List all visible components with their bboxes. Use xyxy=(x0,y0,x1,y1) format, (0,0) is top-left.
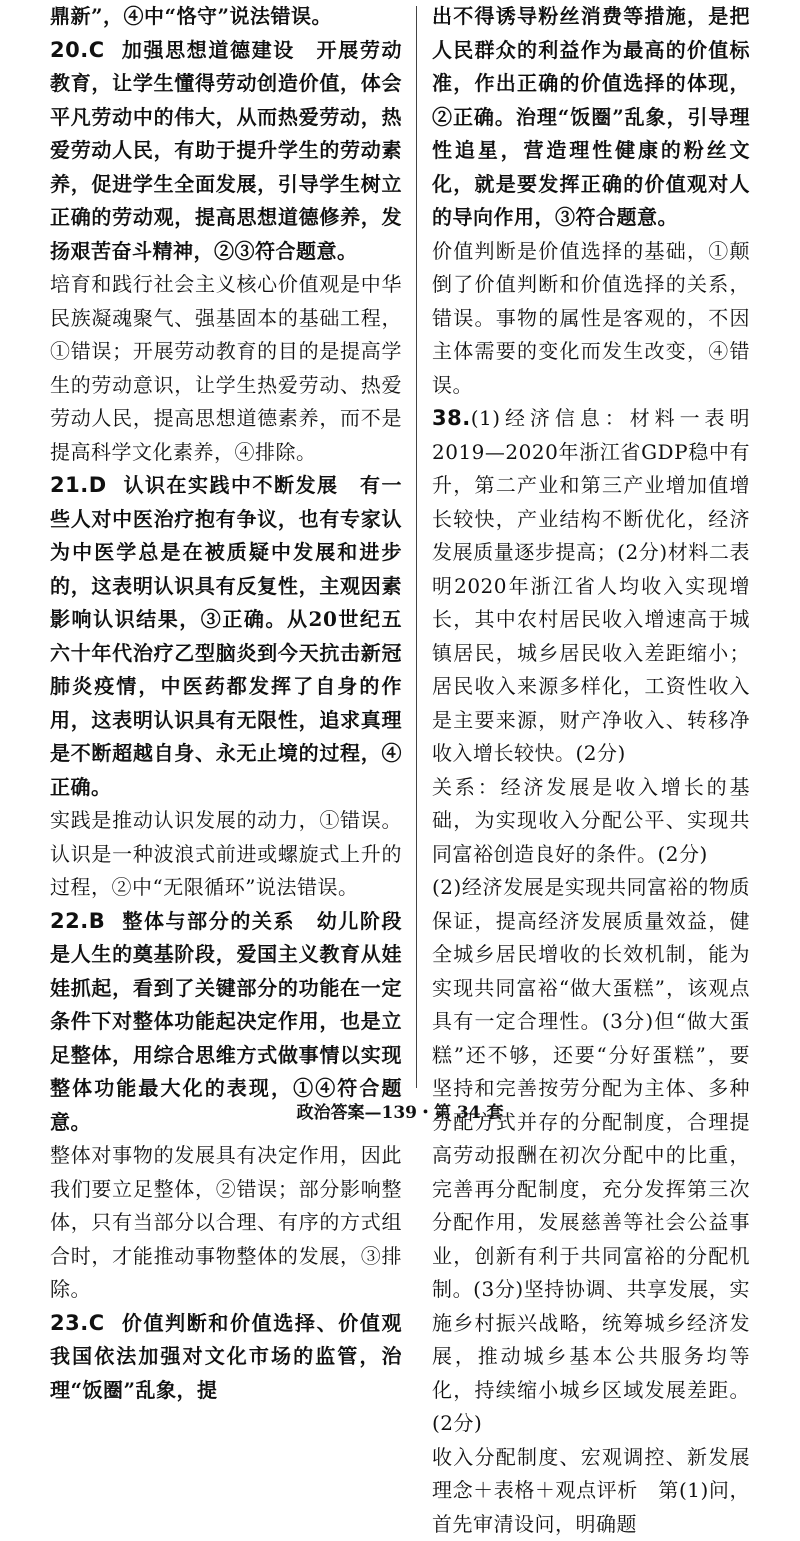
answer-note: 实践是推动认识发展的动力，①错误。认识是一种波浪式前进或螺旋式上升的过程，②中“无限循环”说法错误。 xyxy=(50,804,402,905)
answer-note: 整体对事物的发展具有决定作用，因此我们要立足整体，②错误；部分影响整体，只有当部分以合理、有序的方式组合时，才能推动事物整体的发展，③排除。 xyxy=(50,1139,402,1307)
question-number: 21.D xyxy=(50,473,107,497)
page-footer: 政治答案—139・第 34 套 xyxy=(0,1098,800,1123)
answer-analysis: 收入分配制度、宏观调控、新发展理念＋表格＋观点评析 第(1)问，首先审清设问，明确题 xyxy=(432,1441,750,1541)
answer-23-continuation: 出不得诱导粉丝消费等措施，是把人民群众的利益作为最高的价值标准，作出正确的价值选择的体现，②正确。治理“饭圈”乱象，引导理性追星，营造理性健康的粉丝文化，就是要发挥正确的价值观对人的导向作用，③符合题意。 xyxy=(432,0,750,235)
answer-21 xyxy=(50,469,402,905)
question-number: 22.B xyxy=(50,909,105,933)
answer-23 xyxy=(50,1307,402,1408)
answer-relation: 关系：经济发展是收入增长的基础，为实现收入分配公平、实现共同富裕创造良好的条件。(2分) xyxy=(432,771,750,872)
continuation-line: 鼎新”，④中“恪守”说法错误。 xyxy=(50,0,402,34)
answer-body: 认识在实践中不断发展 有一些人对中医治疗抱有争议，也有专家认为中医学总是在被质疑中发展和进步的，这表明认识具有反复性，主观因素影响认识结果，③正确。从20世纪五六十年代治疗乙型脑炎到今天抗击新冠肺炎疫情，中医药都发挥了自身的作用，这表明认识具有无限性，追求真理是不断超越自身、永无止境的过程，④正确。 xyxy=(50,473,402,799)
answer-23-note: 价值判断是价值选择的基础，①颠倒了价值判断和价值选择的关系，错误。事物的属性是客观的，不因主体需要的变化而发生改变，④错误。 xyxy=(432,235,750,403)
answer-part-1: (1)经济信息：材料一表明2019—2020年浙江省GDP稳中有升，第二产业和第三产业增加值增长较快，产业结构不断优化，经济发展质量逐步提高；(2分)材料二表明2020年浙江省人均收入实现增长，其中农村居民收入增速高于城镇居民，城乡居民收入差距缩小；居民收入来源多样化，工资性收入是主要来源，财产净收入、转移净收入增长较快。(2分) xyxy=(432,406,750,765)
answer-body: 加强思想道德建设 开展劳动教育，让学生懂得劳动创造价值，体会平凡劳动中的伟大，从而热爱劳动，热爱劳动人民，有助于提升学生的劳动素养，促进学生全面发展，引导学生树立正确的劳动观，提高思想道德修养，发扬艰苦奋斗精神，②③符合题意。 xyxy=(50,38,402,263)
answer-body: 整体与部分的关系 幼儿阶段是人生的奠基阶段，爱国主义教育从娃娃抓起，看到了关键部分的功能在一定条件下对整体功能起决定作用，也是立足整体，用综合思维方式做事情以实现整体功能最大化的表现，①④符合题意。 xyxy=(50,909,402,1134)
answer-note: 培育和践行社会主义核心价值观是中华民族凝魂聚气、强基固本的基础工程，①错误；开展劳动教育的目的是提高学生的劳动意识，让学生热爱劳动、热爱劳动人民，提高思想道德素养，而不是提高科学文化素养，④排除。 xyxy=(50,268,402,469)
right-column xyxy=(432,0,750,1541)
left-column xyxy=(50,0,402,1407)
answer-part-2: (2)经济发展是实现共同富裕的物质保证，提高经济发展质量效益，健全城乡居民增收的长效机制，能为实现共同富裕“做大蛋糕”，该观点具有一定合理性。(3分)但“做大蛋糕”还不够，还要“分好蛋糕”，要坚持和完善按劳分配为主体、多种分配方式并存的分配制度，合理提高劳动报酬在初次分配中的比重，完善再分配制度，充分发挥第三次分配作用，发展慈善等社会公益事业，创新有利于共同富裕的分配机制。(3分)坚持协调、共享发展，实施乡村振兴战略，统筹城乡经济发展，推动城乡基本公共服务均等化，持续缩小城乡区域发展差距。(2分) xyxy=(432,871,750,1441)
answer-body: 价值判断和价值选择、价值观 我国依法加强对文化市场的监管，治理“饭圈”乱象，提 xyxy=(50,1311,423,1402)
question-number: 20.C xyxy=(50,38,105,62)
answer-38 xyxy=(432,402,750,1541)
question-number: 23.C xyxy=(50,1311,105,1335)
column-divider xyxy=(416,6,417,1088)
question-number: 38. xyxy=(432,406,471,430)
answer-20 xyxy=(50,34,402,470)
